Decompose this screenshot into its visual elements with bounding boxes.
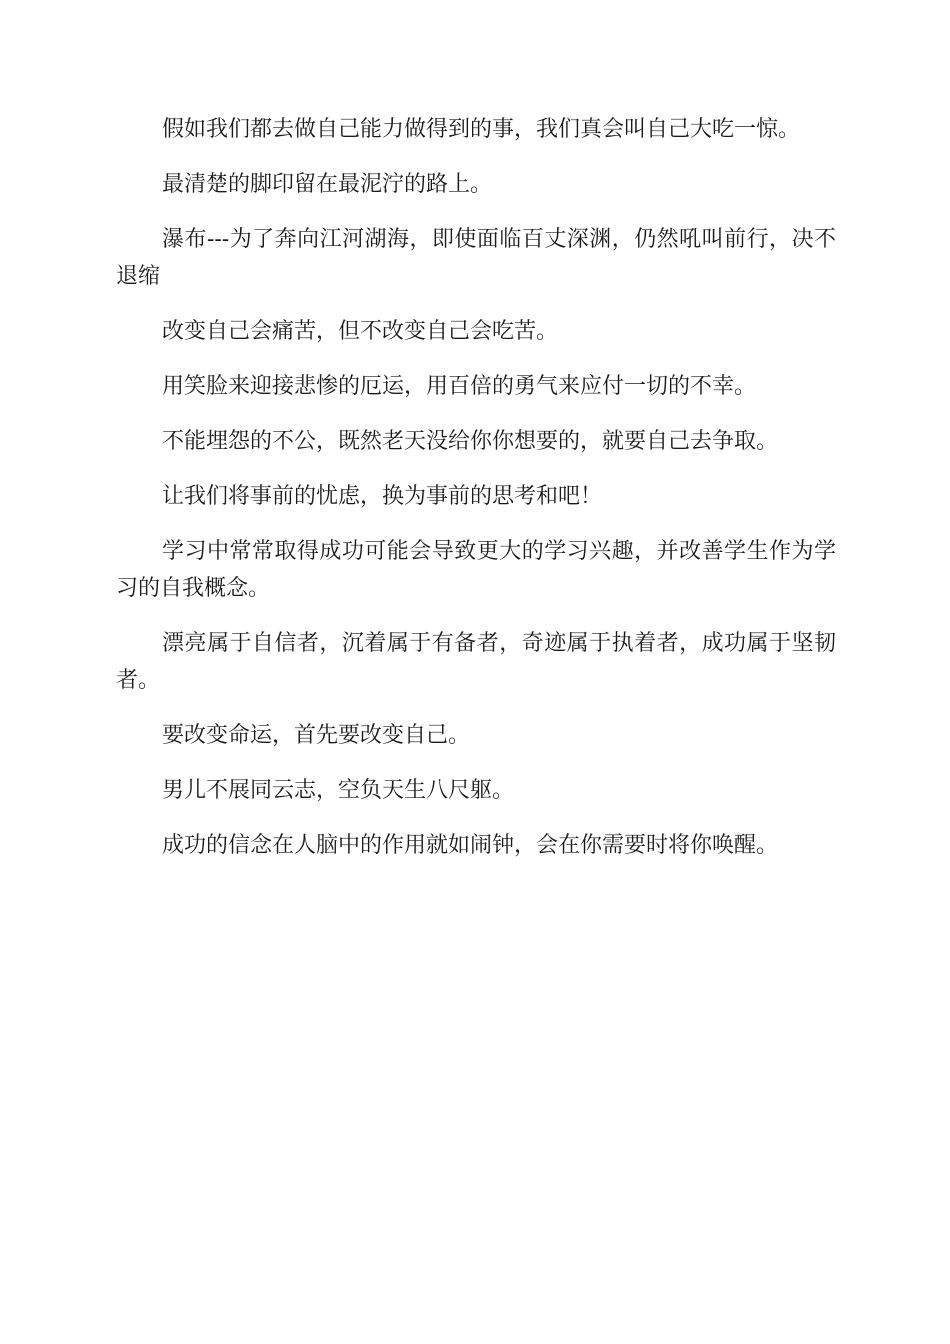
paragraph: 不能埋怨的不公，既然老天没给你你想要的，就要自己去争取。 [162,429,779,454]
paragraph: 用笑脸来迎接悲惨的厄运，用百倍的勇气来应付一切的不幸。 [162,374,757,399]
document-body [116,111,836,882]
paragraph: 让我们将事前的忧虑，换为事前的思考和吧！ [162,484,603,509]
paragraph: 学习中常常取得成功可能会导致更大的学习兴趣，并改善学生作为学习的自我概念。 [116,539,836,601]
paragraph: 假如我们都去做自己能力做得到的事，我们真会叫自己大吃一惊。 [162,117,801,142]
paragraph: 最清楚的脚印留在最泥泞的路上。 [162,172,493,197]
paragraph: 成功的信念在人脑中的作用就如闹钟，会在你需要时将你唤醒。 [162,833,779,858]
paragraph: 男儿不展同云志，空负天生八尺躯。 [162,778,515,803]
paragraph: 改变自己会痛苦，但不改变自己会吃苦。 [162,319,559,344]
paragraph: 漂亮属于自信者，沉着属于有备者，奇迹属于执着者，成功属于坚韧者。 [116,631,836,693]
paragraph: 瀑布---为了奔向江河湖海，即使面临百丈深渊，仍然吼叫前行，决不退缩 [116,227,836,289]
paragraph: 要改变命运，首先要改变自己。 [162,723,471,748]
